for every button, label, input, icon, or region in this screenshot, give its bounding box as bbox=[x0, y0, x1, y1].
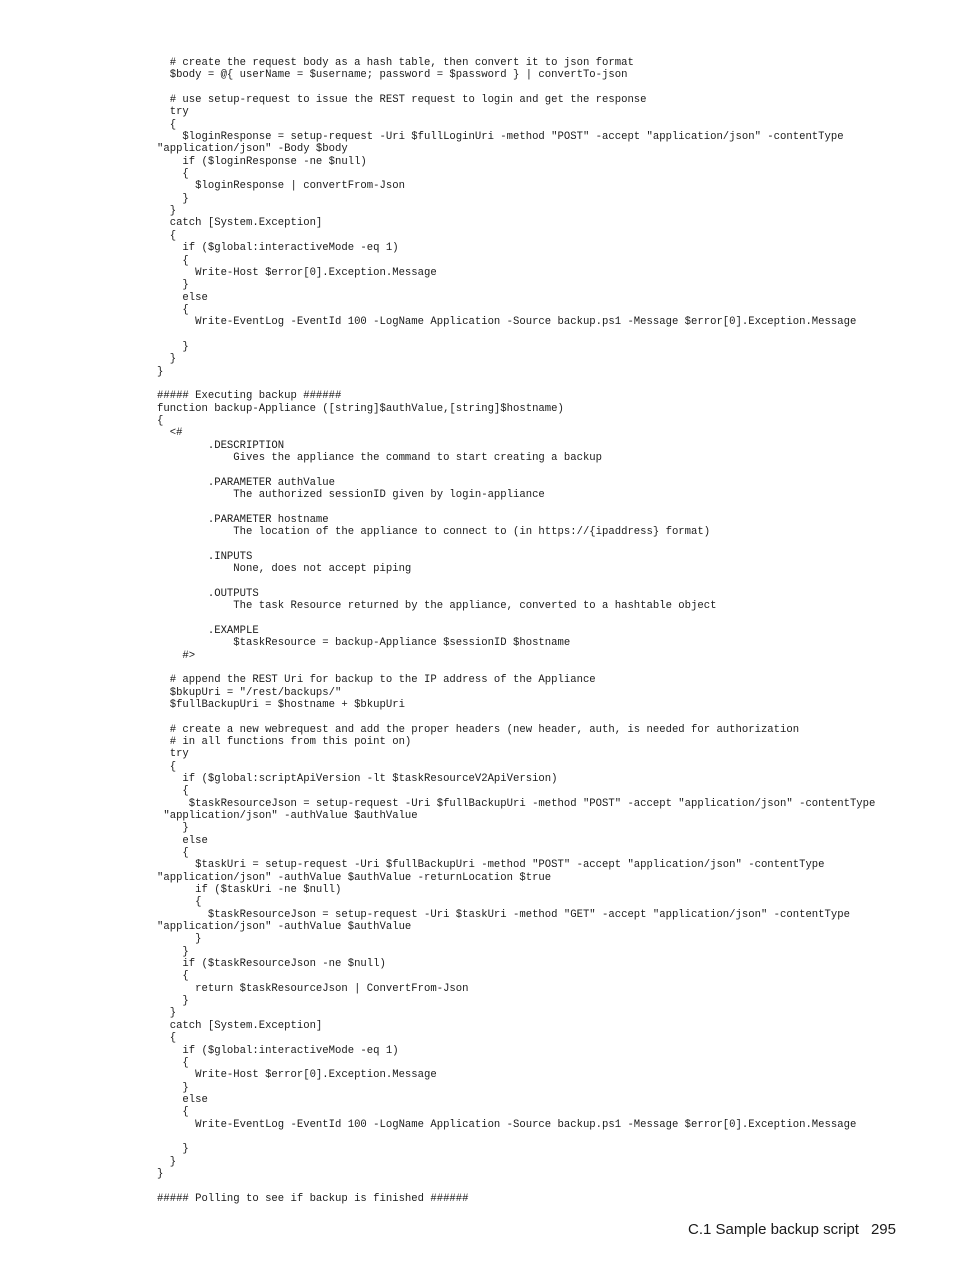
code-line: .DESCRIPTION bbox=[157, 439, 285, 452]
code-line: return $taskResourceJson | ConvertFrom-Json bbox=[157, 982, 469, 995]
code-line: if ($loginResponse -ne $null) bbox=[157, 155, 367, 168]
code-line: if ($global:interactiveMode -eq 1) bbox=[157, 1044, 399, 1057]
code-line: } bbox=[157, 205, 177, 218]
code-line: else bbox=[157, 1093, 208, 1106]
code-line: { bbox=[157, 970, 189, 983]
code-line: $body = @{ userName = $username; password = $password } | convertTo-json bbox=[157, 69, 628, 82]
code-line: { bbox=[157, 118, 177, 131]
page-footer bbox=[688, 1221, 896, 1238]
code-line bbox=[157, 464, 917, 476]
code-line: "application/json" -authValue $authValue bbox=[157, 809, 418, 822]
code-line: } bbox=[157, 192, 189, 205]
code-line: } bbox=[157, 279, 189, 292]
code-line: { bbox=[157, 229, 177, 242]
code-line bbox=[157, 378, 917, 390]
code-line: if ($taskResourceJson -ne $null) bbox=[157, 958, 386, 971]
code-line: { bbox=[157, 760, 177, 773]
code-line: function backup-Appliance ([string]$authValue,[string]$hostname) bbox=[157, 402, 564, 415]
code-line: .OUTPUTS bbox=[157, 587, 259, 600]
page-number: 295 bbox=[870, 1221, 896, 1238]
code-line: if ($global:scriptApiVersion -lt $taskResourceV2ApiVersion) bbox=[157, 772, 558, 785]
code-line: # append the REST Uri for backup to the IP address of the Appliance bbox=[157, 674, 596, 687]
code-line: $fullBackupUri = $hostname + $bkupUri bbox=[157, 698, 405, 711]
code-line bbox=[157, 82, 917, 94]
code-line: } bbox=[157, 1155, 177, 1168]
code-line: $taskResourceJson = setup-request -Uri $taskUri -method "GET" -accept "application/json" -contentType bbox=[157, 908, 850, 921]
footer-section-title: C.1 Sample backup script bbox=[688, 1221, 859, 1238]
code-line: { bbox=[157, 1056, 189, 1069]
code-line: # use setup-request to issue the REST request to login and get the response bbox=[157, 94, 647, 107]
code-line: # create the request body as a hash table, then convert it to json format bbox=[157, 57, 634, 69]
code-line bbox=[157, 1131, 917, 1143]
code-line bbox=[157, 501, 917, 513]
code-line: if ($global:interactiveMode -eq 1) bbox=[157, 242, 399, 255]
code-line: ##### Polling to see if backup is finished ###### bbox=[157, 1192, 469, 1205]
code-line: Write-Host $error[0].Exception.Message bbox=[157, 1069, 437, 1082]
code-line: if ($taskUri -ne $null) bbox=[157, 884, 342, 897]
code-line bbox=[157, 538, 917, 550]
code-line: try bbox=[157, 748, 189, 761]
code-line bbox=[157, 575, 917, 587]
code-line: .PARAMETER authValue bbox=[157, 476, 336, 489]
code-line: } bbox=[157, 1143, 189, 1156]
code-line: #> bbox=[157, 649, 196, 662]
code-line: <# bbox=[157, 427, 183, 440]
code-line: } bbox=[157, 353, 177, 366]
code-line: { bbox=[157, 1032, 177, 1045]
code-line: { bbox=[157, 414, 164, 427]
code-line: } bbox=[157, 1167, 164, 1180]
code-line: Write-EventLog -EventId 100 -LogName Application -Source backup.ps1 -Message $error[0].Exception.Message bbox=[157, 1118, 857, 1131]
code-line: } bbox=[157, 340, 189, 353]
code-line: $bkupUri = "/rest/backups/" bbox=[157, 686, 342, 699]
code-line: $taskResource = backup-Appliance $sessionID $hostname bbox=[157, 637, 571, 650]
code-line: { bbox=[157, 303, 189, 316]
code-line: .INPUTS bbox=[157, 550, 253, 563]
code-line: $taskResourceJson = setup-request -Uri $fullBackupUri -method "POST" -accept "application/json" -contentType bbox=[157, 797, 876, 810]
code-line: $loginResponse = setup-request -Uri $fullLoginUri -method "POST" -accept "application/json" -contentType bbox=[157, 131, 844, 144]
code-line: ##### Executing backup ###### bbox=[157, 390, 342, 403]
code-line: } bbox=[157, 933, 202, 946]
code-line: } bbox=[157, 822, 189, 835]
code-line: { bbox=[157, 896, 202, 909]
code-line: "application/json" -authValue $authValue bbox=[157, 921, 412, 934]
code-line: } bbox=[157, 1007, 177, 1020]
code-line: { bbox=[157, 1106, 189, 1119]
code-line: .PARAMETER hostname bbox=[157, 513, 329, 526]
code-line: None, does not accept piping bbox=[157, 563, 412, 576]
code-line bbox=[157, 711, 917, 723]
code-line: "application/json" -authValue $authValue -returnLocation $true bbox=[157, 871, 552, 884]
code-line: $taskUri = setup-request -Uri $fullBackupUri -method "POST" -accept "application/json" -contentType bbox=[157, 859, 825, 872]
code-line bbox=[157, 1180, 917, 1192]
code-line: The location of the appliance to connect to (in https://{ipaddress} format) bbox=[157, 526, 711, 539]
code-line: The task Resource returned by the appliance, converted to a hashtable object bbox=[157, 600, 717, 613]
code-line: { bbox=[157, 254, 189, 267]
code-line: The authorized sessionID given by login-appliance bbox=[157, 489, 545, 502]
code-line: { bbox=[157, 785, 189, 798]
code-line: "application/json" -Body $body bbox=[157, 143, 348, 156]
code-line: else bbox=[157, 834, 208, 847]
code-line bbox=[157, 612, 917, 624]
code-line bbox=[157, 329, 917, 341]
code-line: } bbox=[157, 1081, 189, 1094]
code-line: else bbox=[157, 291, 208, 304]
code-line: try bbox=[157, 106, 189, 119]
code-line: Write-EventLog -EventId 100 -LogName Application -Source backup.ps1 -Message $error[0].Exception.Message bbox=[157, 316, 857, 329]
code-line: } bbox=[157, 995, 189, 1008]
code-line: $loginResponse | convertFrom-Json bbox=[157, 180, 405, 193]
code-listing bbox=[157, 57, 917, 1205]
code-line: catch [System.Exception] bbox=[157, 1019, 323, 1032]
code-line: } bbox=[157, 365, 164, 378]
code-line bbox=[157, 662, 917, 674]
code-line: { bbox=[157, 847, 189, 859]
code-line: .EXAMPLE bbox=[157, 624, 259, 637]
code-line: } bbox=[157, 945, 189, 958]
code-line: Gives the appliance the command to start creating a backup bbox=[157, 452, 603, 464]
code-line: catch [System.Exception] bbox=[157, 217, 323, 230]
code-line: Write-Host $error[0].Exception.Message bbox=[157, 266, 437, 279]
code-line: { bbox=[157, 168, 189, 181]
code-line: # in all functions from this point on) bbox=[157, 735, 412, 748]
code-line: # create a new webrequest and add the proper headers (new header, auth, is needed for authorization bbox=[157, 723, 800, 736]
